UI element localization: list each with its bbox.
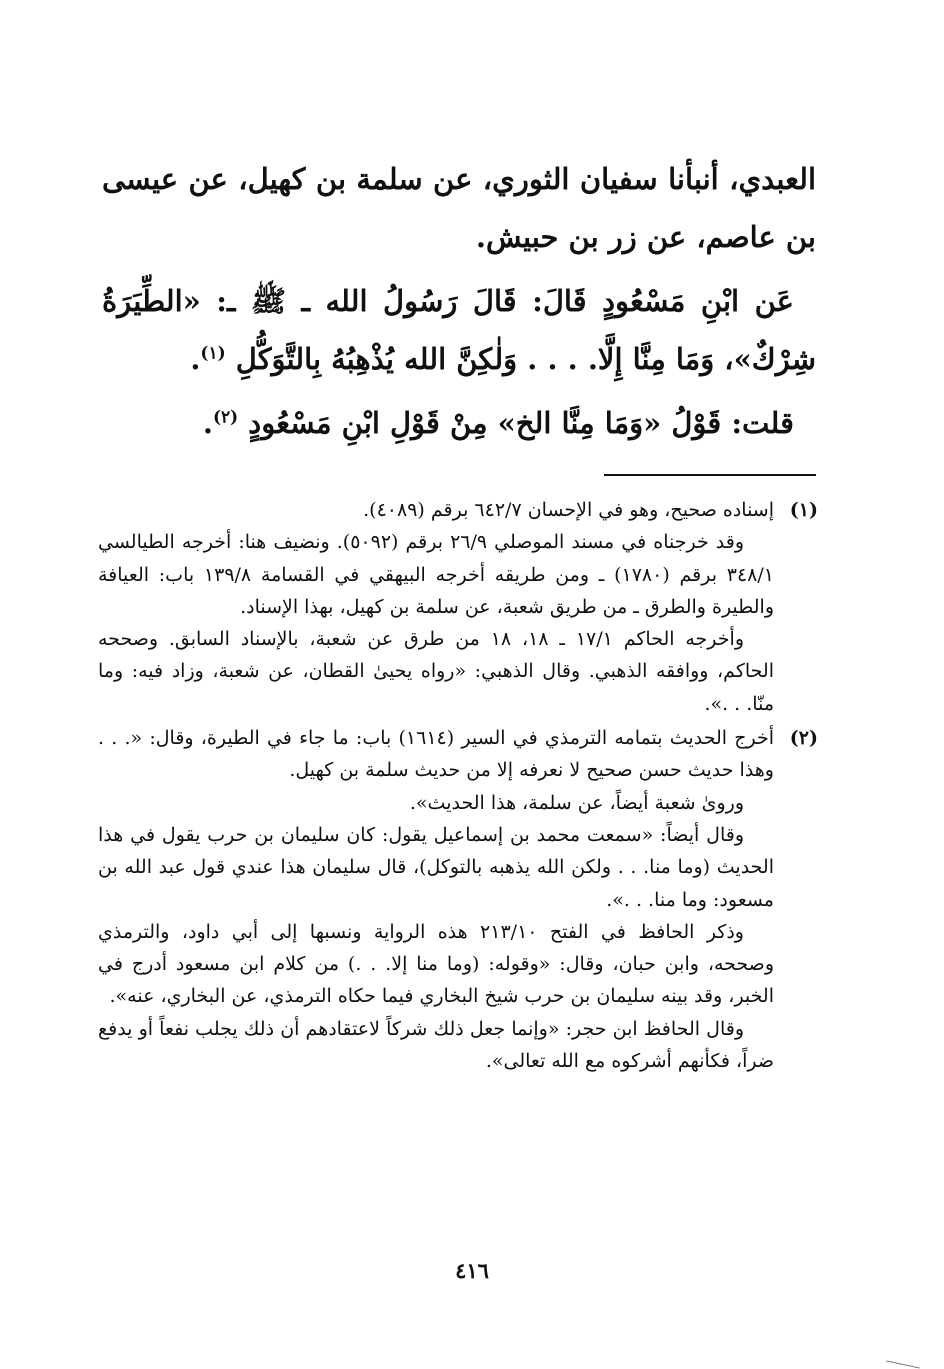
footnote-paragraph: أخرج الحديث بتمامه الترمذي في السير (١٦١٤) باب: ما جاء في الطيرة، وقال: «. . . وهذا حديث حسن صحيح لا نعرفه إلا من حديث سلمة بن كهيل. — [98, 727, 774, 782]
hadith-text-end: . — [190, 342, 201, 376]
footnote-paragraph: وقال الحافظ ابن حجر: «وإنما جعل ذلك شركاً لاعتقادهم أن ذلك يجلب نفعاً أو يدفع ضراً، فكأنهم أشركوه مع الله تعالى». — [98, 1017, 774, 1073]
footnote-paragraph: وأخرجه الحاكم ١٧/١ ـ ١٨، ١٨ من طرق عن شعبة، بالإسناد السابق. وصححه الحاكم، ووافقه الذهبي. وقال الذهبي: «رواه يحيىٰ القطان، عن شعبة، وزاد فيه: وما منّا. . .». — [98, 628, 774, 715]
scan-corner-mark — [886, 1360, 919, 1368]
footnote-paragraph: وذكر الحافظ في الفتح ٢١٣/١٠ هذه الرواية ونسبها إلى أبي داود، والترمذي وصححه، وابن حبان، وقال: «وقوله: (وما منا إلا. . .) من كلام ابن مسعود أدرج في الخبر، وقد بينه سليمان بن حرب شيخ البخاري فيما حكاه الترمذي، عن البخاري، عنه». — [98, 920, 774, 1008]
author-comment-end: . — [202, 406, 213, 440]
main-text — [102, 150, 816, 452]
footnote-paragraph: وقد خرجناه في مسند الموصلي ٢٦/٩ برقم (٥٠٩٢). ونضيف هنا: أخرجه الطيالسي ٣٤٨/١ برقم (١٧٨٠) ـ ومن طريقه أخرجه البيهقي في القسامة ١٣٩/٨ باب: العيافة والطيرة والطرق ـ من طريق شعبة، عن سلمة بن كهيل، بهذا الإسناد. — [98, 531, 774, 618]
footnotes-section — [98, 494, 818, 1077]
author-comment: قلت: قَوْلُ «وَمَا مِنَّا الخ» مِنْ قَوْلِ ابْنِ مَسْعُودٍ — [248, 406, 794, 440]
footnote-2 — [98, 722, 818, 1077]
main-paragraph-comment — [102, 394, 816, 452]
footnote-marker-1[interactable]: (١) — [200, 343, 226, 364]
footnote-separator — [604, 474, 816, 476]
footnote-marker-2[interactable]: (٢) — [212, 407, 239, 428]
footnote-1 — [98, 494, 818, 720]
footnote-paragraph: وروىٰ شعبة أيضاً، عن سلمة، هذا الحديث». — [409, 791, 744, 814]
hadith-text: عَن ابْنِ مَسْعُودٍ قَالَ: قَالَ رَسُولُ الله ـ ﷺ ـ: «الطِّيَرَةُ شِرْكٌ»، وَمَا مِنَّا إِلَّا. . . . وَلٰكِنَّ الله يُذْهِبُهُ بِالتَّوَكُّلِ — [102, 284, 816, 376]
page-number: ٤١٦ — [455, 1258, 489, 1283]
footnote-number: (١) — [789, 499, 818, 521]
footnote-number: (٢) — [789, 727, 818, 750]
footnote-paragraph: وقال أيضاً: «سمعت محمد بن إسماعيل يقول: كان سليمان بن حرب يقول في هذا الحديث (وما منا. . . ولكن الله يذهبه بالتوكل)، قال سليمان هذا عندي قول عبد الله بن مسعود: وما منا. . .». — [98, 823, 774, 911]
main-paragraph-hadith — [102, 272, 816, 388]
footnote-paragraph: إسناده صحيح، وهو في الإحسان ٦٤٢/٧ برقم (٤٠٨٩). — [363, 499, 774, 521]
main-paragraph-chain — [102, 150, 816, 266]
chain-of-narration: العبدي، أنبأنا سفيان الثوري، عن سلمة بن كهيل، عن عيسى بن عاصم، عن زر بن حبيش. — [102, 162, 817, 254]
